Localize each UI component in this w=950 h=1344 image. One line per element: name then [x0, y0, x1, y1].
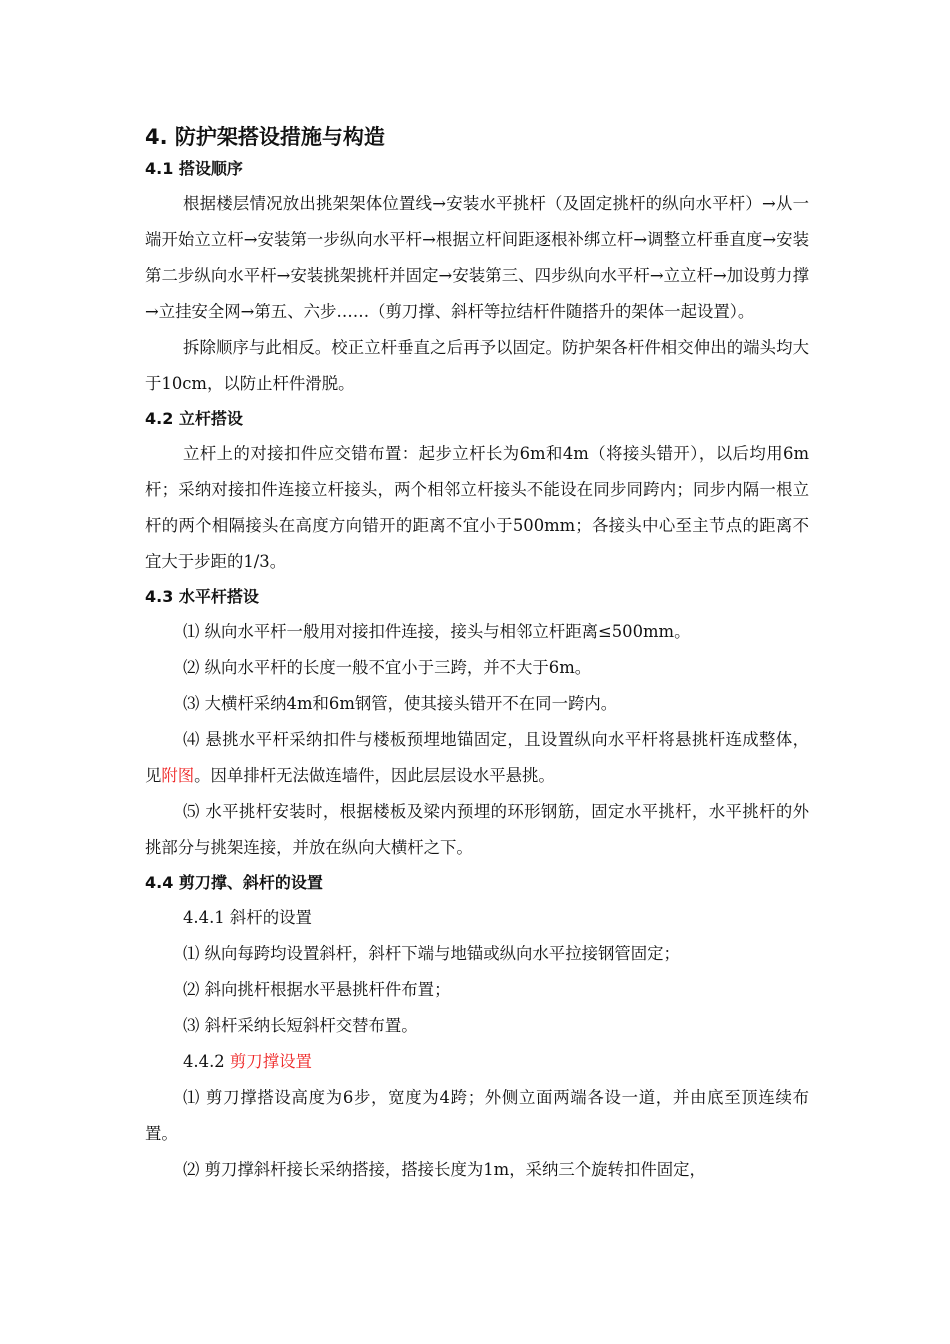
subheading-4-4-1: 4.4.1 斜杆的设置	[183, 908, 312, 927]
list-item-4-4-2-2: ⑵ 剪刀撑斜杆接长采纳搭接，搭接长度为1m，采纳三个旋转扣件固定，	[183, 1160, 706, 1179]
list-item-4-4-1-3: ⑶ 斜杆采纳长短斜杆交替布置。	[183, 1016, 418, 1035]
section-title: 4. 防护架搭设措施与构造	[145, 125, 385, 149]
list-item-4-4-2-1: ⑴ 剪刀撑搭设高度为6步，宽度为4跨；外侧立面两端各设一道，并由底至顶连续布置。	[145, 1088, 809, 1143]
heading-4-4: 4.4 剪刀撑、斜杆的设置	[145, 873, 323, 892]
subheading-4-4-2-title: 剪刀撑设置	[229, 1052, 312, 1071]
list-item-4-3-2: ⑵ 纵向水平杆的长度一般不宜小于三跨，并不大于6m。	[183, 658, 592, 677]
list-item-4-3-1: ⑴ 纵向水平杆一般用对接扣件连接，接头与相邻立杆距离≤500mm。	[183, 622, 691, 641]
figure-link[interactable]: 附图	[161, 766, 195, 785]
list-item-4-3-4-tail: 。因单排杆无法做连墙件，因此层层设水平悬挑。	[194, 766, 555, 785]
document-body	[145, 118, 809, 1188]
subheading-4-4-2-number: 4.4.2	[183, 1052, 230, 1071]
subheading-4-4-2	[145, 1044, 809, 1080]
heading-4-3: 4.3 水平杆搭设	[145, 587, 259, 606]
heading-4-1: 4.1 搭设顺序	[145, 159, 243, 178]
list-item-4-3-4	[145, 722, 809, 794]
list-item-4-3-3: ⑶ 大横杆采纳4m和6m钢管，使其接头错开不在同一跨内。	[183, 694, 618, 713]
heading-4-2: 4.2 立杆搭设	[145, 409, 243, 428]
paragraph-dismantling: 拆除顺序与此相反。校正立杆垂直之后再予以固定。防护架各杆件相交伸出的端头均大于10cm，以防止杆件滑脱。	[145, 338, 809, 393]
list-item-4-4-1-1: ⑴ 纵向每跨均设置斜杆，斜杆下端与地锚或纵向水平拉接钢管固定；	[183, 944, 680, 963]
list-item-4-4-1-2: ⑵ 斜向挑杆根据水平悬挑杆件布置；	[183, 980, 451, 999]
list-item-4-3-5: ⑸ 水平挑杆安装时，根据楼板及梁内预埋的环形钢筋，固定水平挑杆，水平挑杆的外挑部分与挑架连接，并放在纵向大横杆之下。	[145, 802, 809, 857]
list-item-4-3-4-text: ⑷ 悬挑水平杆采纳扣件与楼板预埋地锚固定，且设置纵向水平杆将悬挑杆连成整体，见	[145, 730, 809, 785]
paragraph-erection-sequence: 根据楼层情况放出挑架架体位置线→安装水平挑杆（及固定挑杆的纵向水平杆）→从一端开始立立杆→安装第一步纵向水平杆→根据立杆间距逐根补绑立杆→调整立杆垂直度→安装第二步纵向水平杆→安装挑架挑杆并固定→安装第三、四步纵向水平杆→立立杆→加设剪力撑→立挂安全网→第五、六步……（剪刀撑、斜杆等拉结杆件随搭升的架体一起设置）。	[145, 194, 809, 321]
paragraph-upright-poles: 立杆上的对接扣件应交错布置：起步立杆长为6m和4m（将接头错开），以后均用6m杆；采纳对接扣件连接立杆接头，两个相邻立杆接头不能设在同步同跨内；同步内隔一根立杆的两个相隔接头在高度方向错开的距离不宜小于500mm；各接头中心至主节点的距离不宜大于步距的1/3。	[145, 444, 809, 571]
